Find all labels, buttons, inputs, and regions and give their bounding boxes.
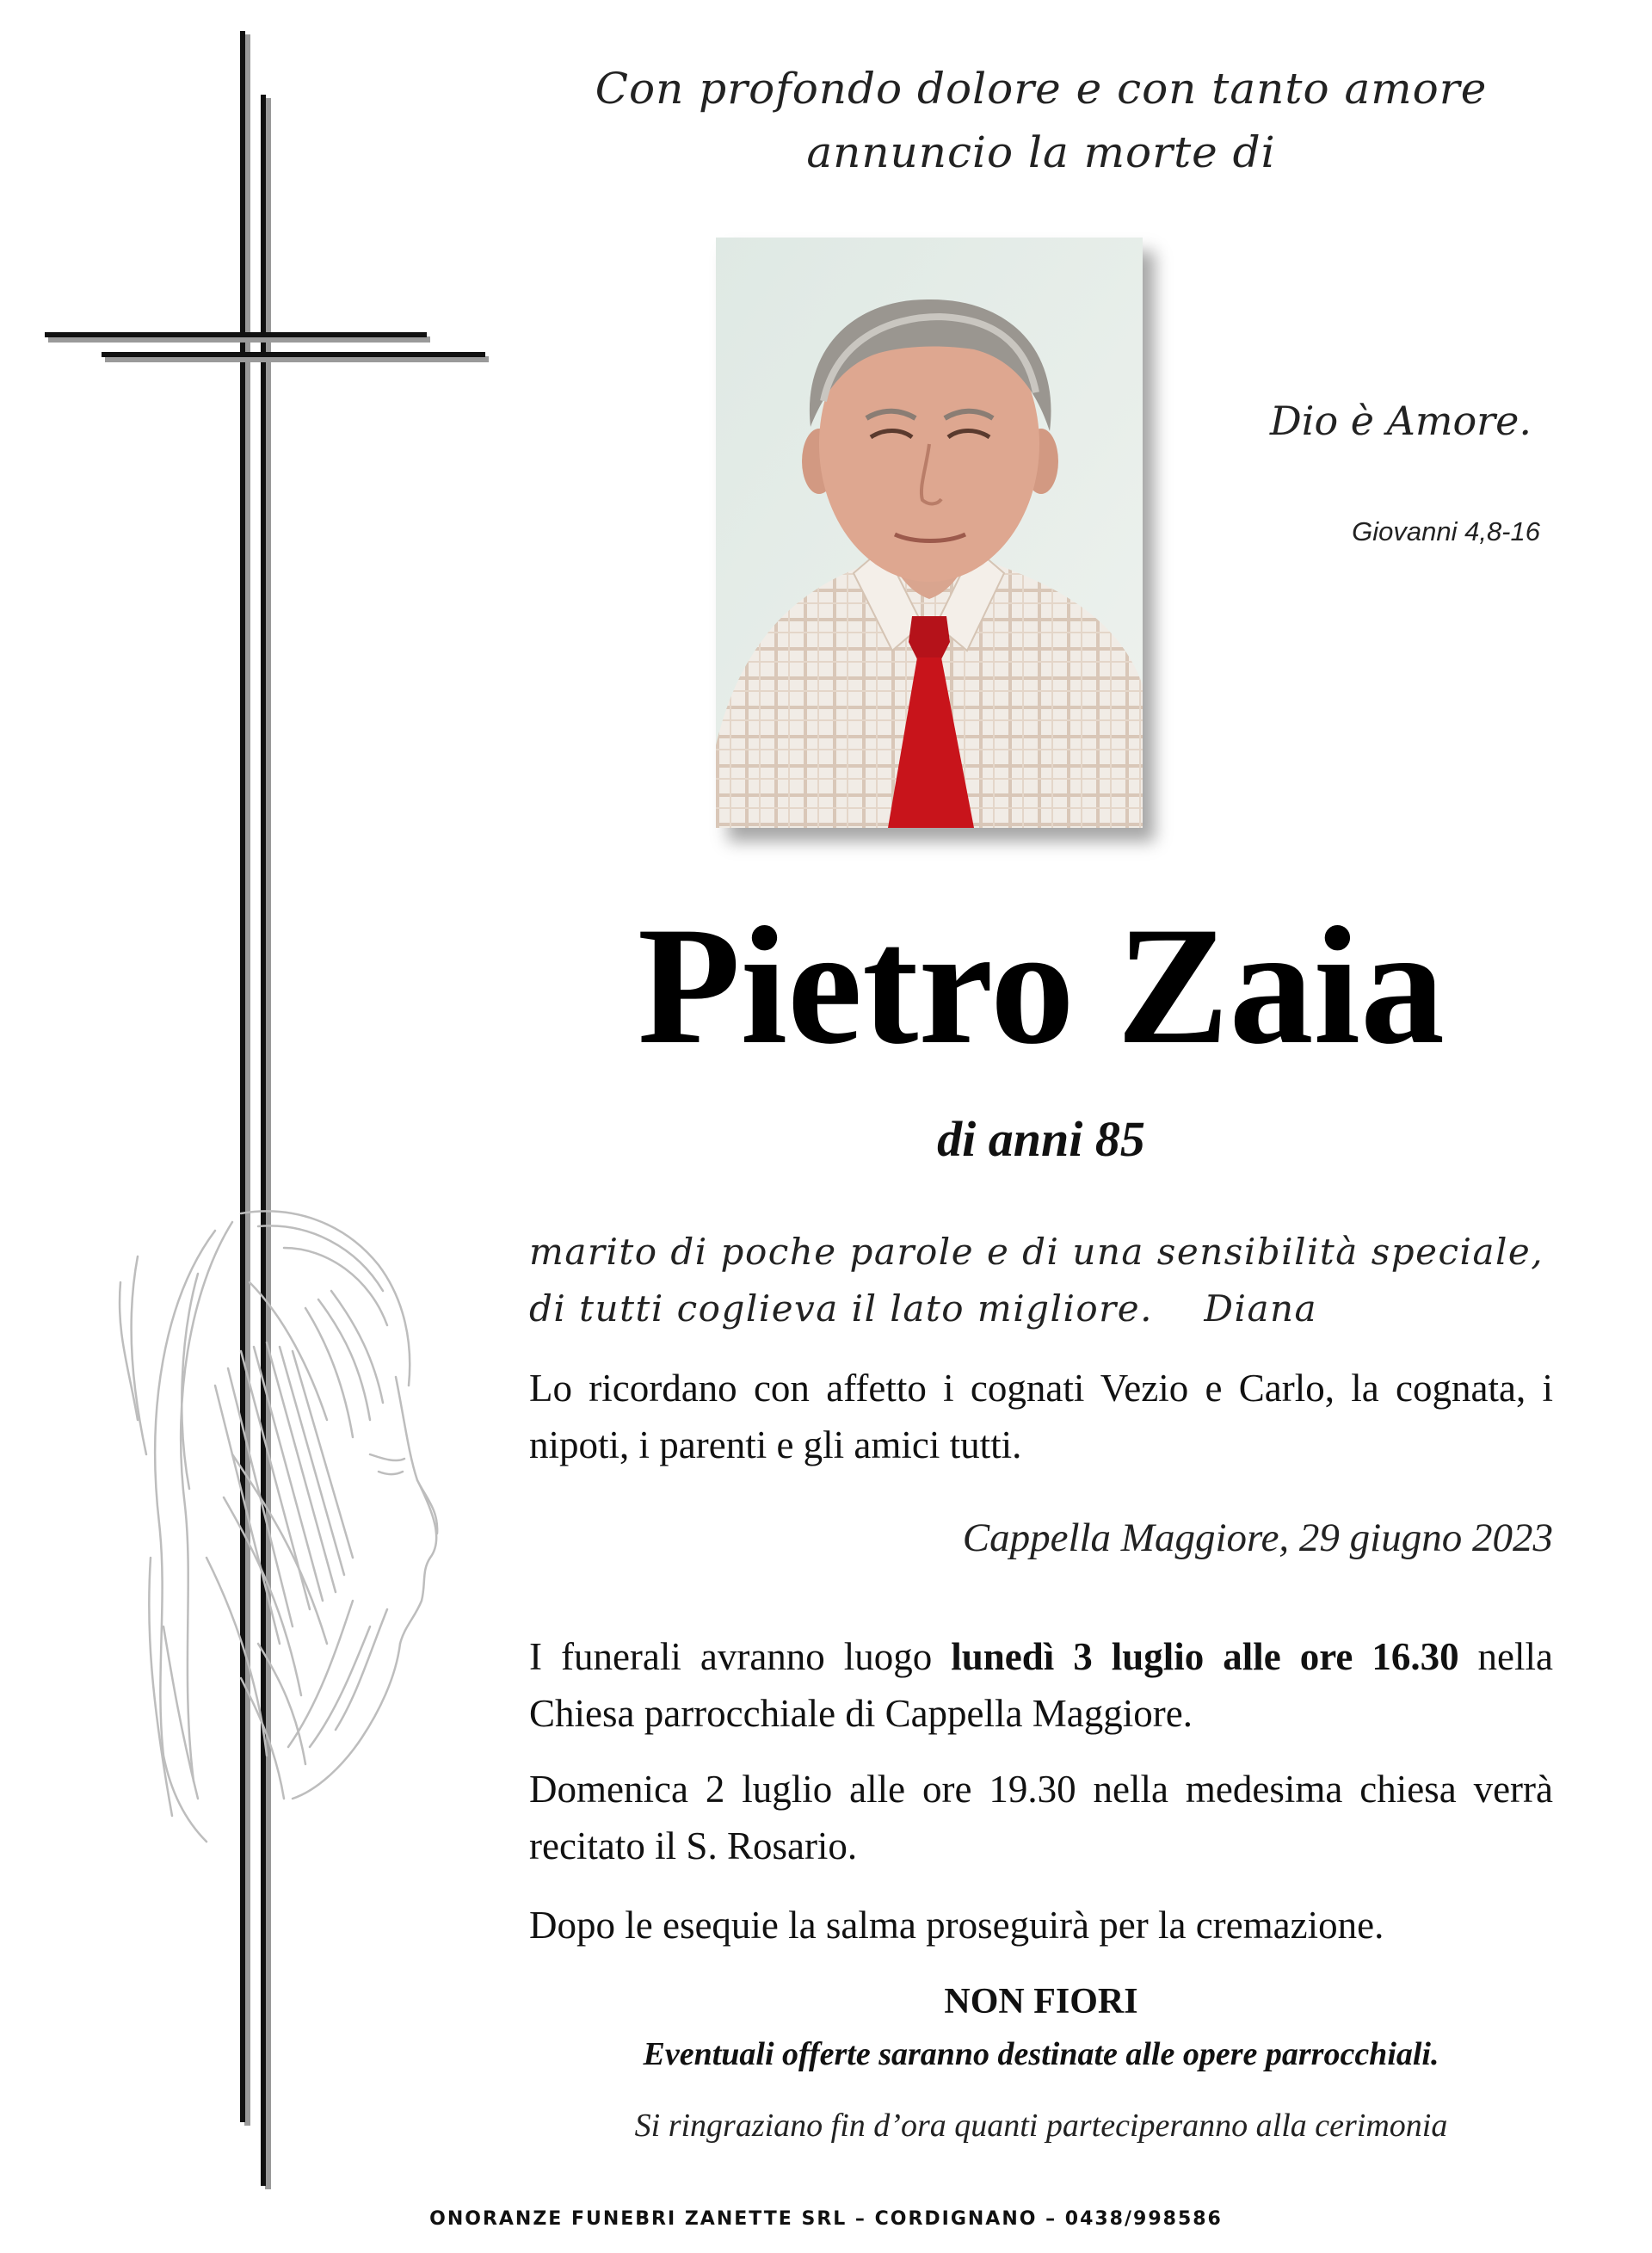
cross-horizontal-1 (45, 332, 427, 337)
dedication (529, 1224, 1553, 1337)
thanks-note: Si ringraziano fin d’ora quanti parteciperanno alla cerimonia (634, 2108, 1448, 2144)
funeral-info (529, 1628, 1553, 1742)
remembered-by: Lo ricordano con affetto i cognati Vezio e Carlo, la cognata, i nipoti, i parenti e gli amici tutti. (529, 1367, 1553, 1466)
intro-line-2: annuncio la morte di (806, 127, 1276, 177)
bible-quote-source: Giovanni 4,8-16 (1352, 516, 1540, 546)
no-flowers-title: NON FIORI (944, 1982, 1138, 2022)
funeral-suffix: nella Chiesa parrocchiale di Cappella Maggiore. (529, 1635, 1554, 1735)
cross-horizontal-2 (102, 352, 485, 357)
cross-horizontal-shadow-2 (105, 356, 489, 362)
deceased-name: Pietro Zaia (637, 892, 1446, 1079)
cross-horizontal-shadow-1 (48, 336, 430, 343)
place-date: Cappella Maggiore, 29 giugno 2023 (962, 1515, 1553, 1560)
deceased-age: di anni 85 (937, 1111, 1145, 1167)
funeral-home-footer: ONORANZE FUNEBRI ZANETTE SRL – CORDIGNANO – 0438/998586 (429, 2208, 1223, 2230)
intro-line-1: Con profondo dolore e con tanto amore (595, 64, 1488, 114)
christ-profile-sketch (112, 1196, 482, 1850)
bible-quote: Dio è Amore. (1269, 398, 1532, 444)
portrait-photo (716, 238, 1143, 828)
dedication-signature: Diana (1204, 1287, 1318, 1330)
cremation-info: Dopo le esequie la salma proseguirà per la cremazione. (529, 1904, 1384, 1947)
funeral-prefix: I funerali avranno luogo (529, 1635, 952, 1678)
no-flowers-note: Eventuali offerte saranno destinate alle opere parrocchiali. (643, 2036, 1439, 2072)
dedication-text: marito di poche parole e di una sensibilità speciale, di tutti coglieva il lato migliore. (529, 1231, 1544, 1330)
cross-vertical-shadow-2 (265, 98, 271, 2189)
rosary-info: Domenica 2 luglio alle ore 19.30 nella medesima chiesa verrà recitato il S. Rosario. (529, 1768, 1553, 1867)
cross-vertical-2 (261, 95, 266, 2186)
funeral-datetime: lunedì 3 luglio alle ore 16.30 (951, 1635, 1459, 1678)
